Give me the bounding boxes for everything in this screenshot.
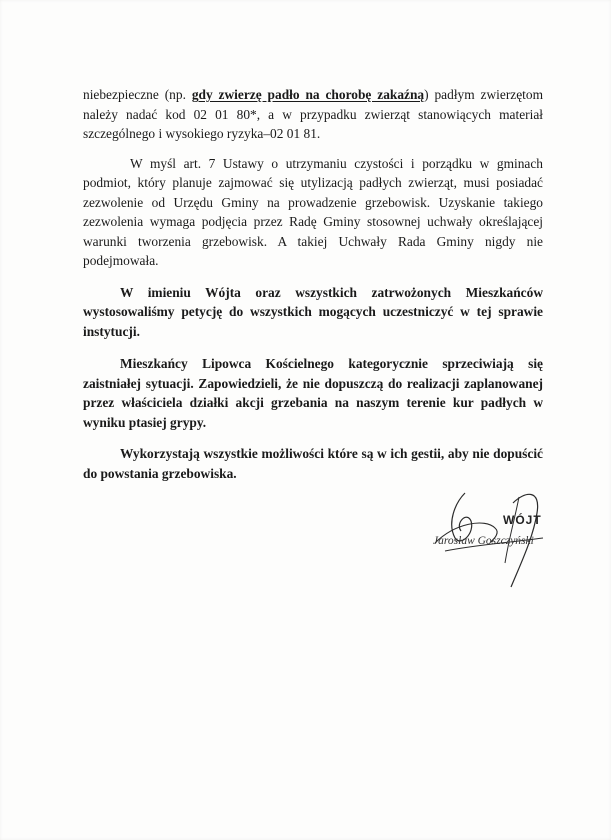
paragraph-law-article: W myśl art. 7 Ustawy o utrzymaniu czystości i porządku w gminach podmiot, który planuje zajmować się utylizacją padłych zwierząt, musi posiadać zezwolenie od Urzędu Gminy na prowadzenie grzebowisk. Uzyskanie takiego zezwolenia wymaga podjęcia przez Radę Gminy stosownej uchwały określającej warunki tworzenia grzebowisk. A takiej Uchwały Rada Gminy nigdy nie podejmowała. — [83, 155, 543, 268]
paragraph-residents-resolve: Wykorzystają wszystkie możliwości które są w ich gestii, aby nie dopuścić do powstania grzebowiska. — [83, 446, 543, 481]
signature-title: WÓJT — [503, 513, 542, 527]
paragraph-waste-codes — [83, 85, 543, 144]
document-body — [83, 85, 543, 483]
paragraph-1-emphasis: gdy zwierzę padło na chorobę zakaźną — [191, 87, 425, 102]
paragraph-petition: W imieniu Wójta oraz wszystkich zatrwożonych Mieszkańców wystosowaliśmy petycję do wszystkich mogących uczestniczyć w tej sprawie instytucji. — [83, 284, 543, 339]
signature-block — [425, 483, 555, 593]
paragraph-residents-oppose: Mieszkańcy Lipowca Kościelnego kategorycznie sprzeciwiają się zaistniałej sytuacji. Zapowiedzieli, że nie dopuszczą do realizacji zaplanowanej przez właściciela działki akcji grzebania na naszym terenie kur padłych w wyniku ptasiej grypy. — [83, 356, 543, 430]
signature-name: Jarosław Goszczyński — [433, 535, 534, 547]
paragraph-1-before: niebezpieczne (np. — [83, 87, 192, 102]
paragraph-1-after: ) padłym zwierzętom należy nadać kod 02 01 80*, a w przypadku zwierząt stanowiących materiał szczególnego i wysokiego ryzyka–02 01 81. — [83, 87, 543, 141]
